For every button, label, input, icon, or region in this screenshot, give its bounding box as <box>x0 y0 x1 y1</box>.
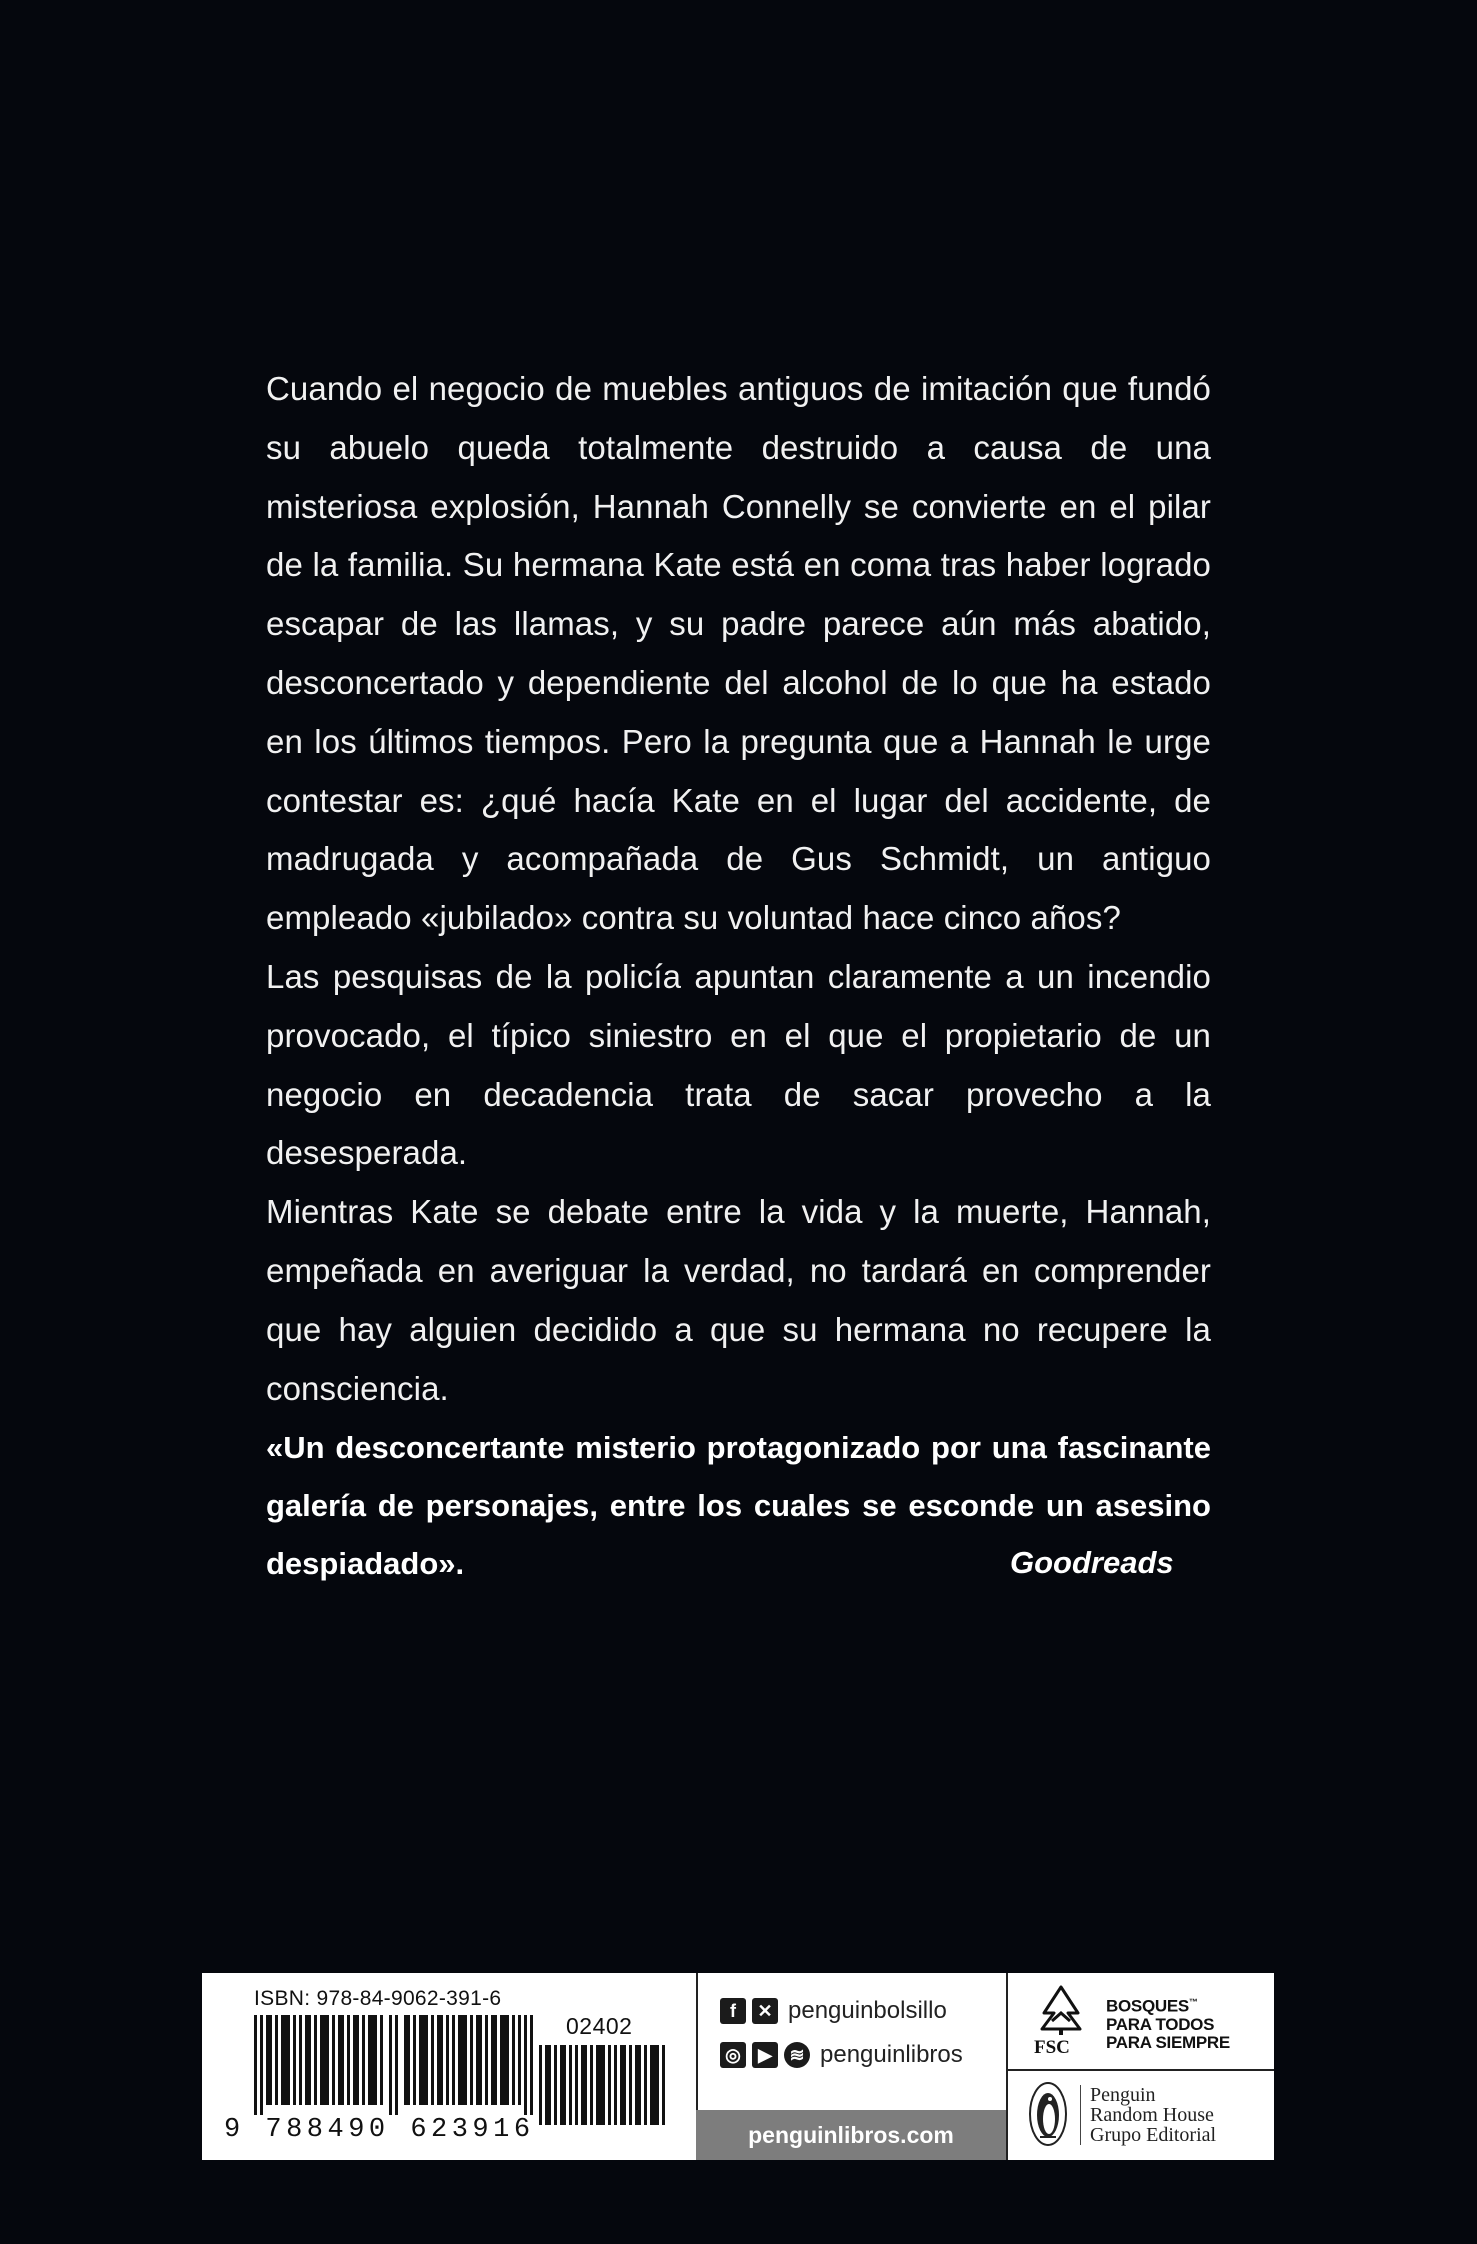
fsc-trademark: ™ <box>1188 1997 1198 2007</box>
website-link[interactable]: penguinlibros.com <box>696 2110 1006 2160</box>
publisher-line-1: Penguin <box>1090 2084 1156 2106</box>
barcode-panel <box>202 1973 696 2160</box>
publisher-logo <box>1008 2071 1274 2160</box>
barcode-addon-number: 02402 <box>566 2013 633 2039</box>
x-icon[interactable]: ✕ <box>752 1998 778 2024</box>
logo-panel <box>1008 1973 1274 2160</box>
fsc-line-2: PARA TODOS <box>1106 2014 1215 2034</box>
book-blurb <box>266 360 1211 1418</box>
spotify-icon[interactable]: ≋ <box>784 2042 810 2068</box>
fsc-tree-icon <box>1034 1983 1088 2037</box>
youtube-icon[interactable]: ▶ <box>752 2042 778 2068</box>
review-quote: «Un desconcertante misterio protagonizado por una fascinante galería de personajes, entre los cuales se esconde un asesino despiadado». <box>266 1430 1211 1581</box>
ean-barcode <box>254 2015 536 2115</box>
social-row-1 <box>720 1997 947 2025</box>
instagram-icon[interactable]: ◎ <box>720 2042 746 2068</box>
penguin-icon <box>1028 2081 1068 2147</box>
isbn-label: ISBN: 978-84-9062-391-6 <box>254 1987 502 2010</box>
fsc-line-3: PARA SIEMPRE <box>1106 2032 1230 2052</box>
back-cover-info-box <box>202 1973 1274 2160</box>
quote-source: Goodreads <box>1010 1545 1174 1580</box>
social-handle-bolsillo[interactable]: penguinbolsillo <box>788 1997 947 2024</box>
social-handle-libros[interactable]: penguinlibros <box>820 2041 963 2068</box>
publisher-name <box>1080 2085 1216 2145</box>
social-panel <box>696 1973 1006 2160</box>
publisher-line-2: Random House <box>1090 2104 1214 2126</box>
fsc-logo <box>1008 1973 1274 2071</box>
facebook-icon[interactable]: f <box>720 1998 746 2024</box>
blurb-paragraph-2: Las pesquisas de la policía apuntan claramente a un incendio provocado, el típico siniestro en el que el propietario de un negocio en decadencia trata de sacar provecho a la desesperada. <box>266 957 1211 1172</box>
fsc-line-1: BOSQUES <box>1106 1996 1189 2016</box>
barcode-digits: 9 788490 623916 <box>224 2115 535 2145</box>
blurb-paragraph-1: Cuando el negocio de muebles antiguos de imitación que fundó su abuelo queda totalmente destruido a causa de una misteriosa explosión, Hannah Connelly se convierte en el pilar de la familia. Su hermana Kate está en coma tras haber logrado escapar de las llamas, y su padre parece aún más abatido, desconcertado y dependiente del alcohol de lo que ha estado en los últimos tiempos. Pero la pregunta que a Hannah le urge contestar es: ¿qué hacía Kate en el lugar del accidente, de madrugada y acompañada de Gus Schmidt, un antiguo empleado «jubilado» contra su voluntad hace cinco años? <box>266 370 1211 937</box>
fsc-label: FSC <box>1034 2037 1070 2058</box>
addon-barcode <box>539 2045 669 2125</box>
social-row-2 <box>720 2041 963 2069</box>
blurb-paragraph-3: Mientras Kate se debate entre la vida y la muerte, Hannah, empeñada en averiguar la verdad, no tardará en comprender que hay alguien decidido a que su hermana no recupere la consciencia. <box>266 1193 1211 1407</box>
publisher-line-3: Grupo Editorial <box>1090 2124 1217 2146</box>
fsc-slogan <box>1106 1993 1230 2052</box>
